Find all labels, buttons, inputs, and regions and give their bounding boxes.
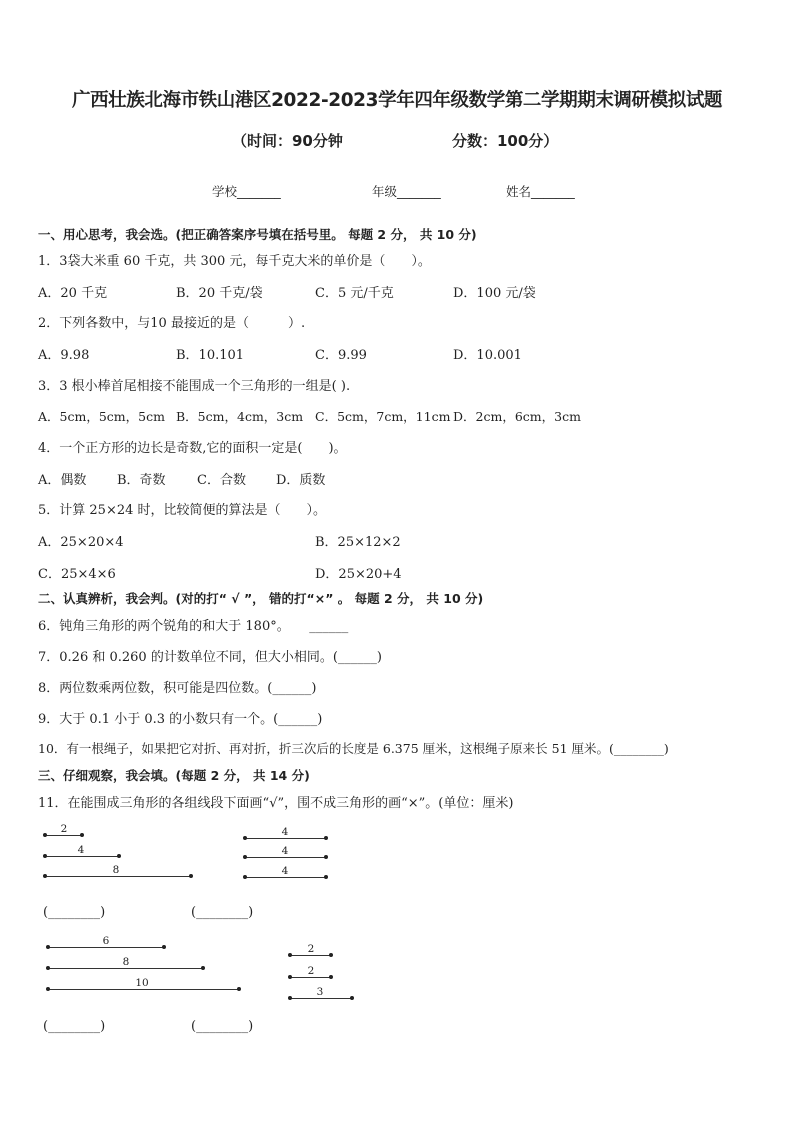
option-a: A．9.98 [38,348,90,363]
school-field: 学校_______ [212,184,281,199]
question: 2．下列各数中，与10 最接近的是（ ）. [38,316,306,331]
option-b: B．奇数 [117,473,166,488]
option-d: D．25×20+4 [315,567,402,582]
line-segment [290,955,331,956]
question: 6．钝角三角形的两个锐角的和大于 180°。 ______ [38,619,349,634]
answer-blank[interactable]: (________) [43,1019,106,1034]
option-a: A．偶数 [38,473,87,488]
line-segment [245,877,326,878]
option-c: C．5 元/千克 [315,286,394,301]
line-segment [245,857,326,858]
question: 11．在能围成三角形的各组线段下面画“√”，围不成三角形的画“×”。(单位：厘米) [38,796,514,811]
question: 4．一个正方形的边长是奇数,它的面积一定是( )。 [38,441,347,456]
time-label: （时间：90分钟 [232,132,343,150]
score-label: 分数：100分） [452,132,559,150]
option-a: A．5cm，5cm，5cm [38,409,165,424]
question: 9．大于 0.1 小于 0.3 的小数只有一个。(______) [38,712,323,727]
question: 1．3袋大米重 60 千克，共 300 元，每千克大米的单价是（ ）。 [38,254,431,269]
line-segment [290,977,331,978]
name-field: 姓名_______ [506,184,575,199]
segment-label: 3 [316,986,324,998]
line-segment [48,989,239,990]
option-b: B．25×12×2 [315,535,401,550]
option-d: D．10.001 [453,348,522,363]
option-b: B．20 千克/袋 [176,286,263,301]
question: 10．有一根绳子，如果把它对折、再对折，折三次后的长度是 6.375 厘米，这根绳子原来长 51 厘米。(________) [38,741,669,756]
option-d: D．2cm，6cm，3cm [453,409,581,424]
segment-label: 2 [307,965,315,977]
question: 7．0.26 和 0.260 的计数单位不同，但大小相同。(______) [38,650,382,665]
option-a: A．25×20×4 [38,535,124,550]
segment-label: 4 [281,865,289,877]
line-segment [48,947,164,948]
segment-label: 8 [122,956,130,968]
segment-label: 6 [102,935,110,947]
question: 8．两位数乘两位数，积可能是四位数。(______) [38,681,317,696]
segment-label: 4 [77,844,85,856]
answer-blank[interactable]: (________) [191,905,254,920]
segment-label: 10 [135,977,149,989]
section-heading: 一、用心思考，我会选。(把正确答案序号填在括号里。 每题 2 分， 共 10 分) [38,227,477,242]
line-segment [48,968,203,969]
option-c: C．5cm，7cm，11cm [315,409,451,424]
option-d: D．100 元/袋 [453,286,536,301]
grade-field: 年级_______ [372,184,441,199]
answer-blank[interactable]: (________) [191,1019,254,1034]
option-a: A．20 千克 [38,286,108,301]
line-segment [45,876,191,877]
option-c: C．9.99 [315,348,367,363]
segment-label: 8 [112,864,120,876]
segment-label: 4 [281,845,289,857]
line-segment [45,835,82,836]
section-heading: 二、认真辨析，我会判。(对的打“ √ ”， 错的打“×” 。 每题 2 分， 共 10 分) [38,591,484,606]
line-segment [45,856,119,857]
line-segment [290,998,352,999]
option-b: B．5cm，4cm，3cm [176,409,304,424]
option-c: C．25×4×6 [38,567,116,582]
question: 3．3 根小棒首尾相接不能围成一个三角形的一组是( ). [38,379,351,394]
segment-label: 2 [307,943,315,955]
segment-label: 4 [281,826,289,838]
section-heading: 三、仔细观察，我会填。(每题 2 分， 共 14 分) [38,768,310,783]
option-c: C．合数 [197,473,246,488]
option-d: D．质数 [276,473,326,488]
line-segment [245,838,326,839]
segment-label: 2 [60,823,68,835]
page-title: 广西壮族北海市铁山港区2022-2023学年四年级数学第二学期期末调研模拟试题 [71,90,723,111]
question: 5．计算 25×24 时，比较简便的算法是（ ）。 [38,503,327,518]
option-b: B．10.101 [176,348,245,363]
answer-blank[interactable]: (________) [43,905,106,920]
